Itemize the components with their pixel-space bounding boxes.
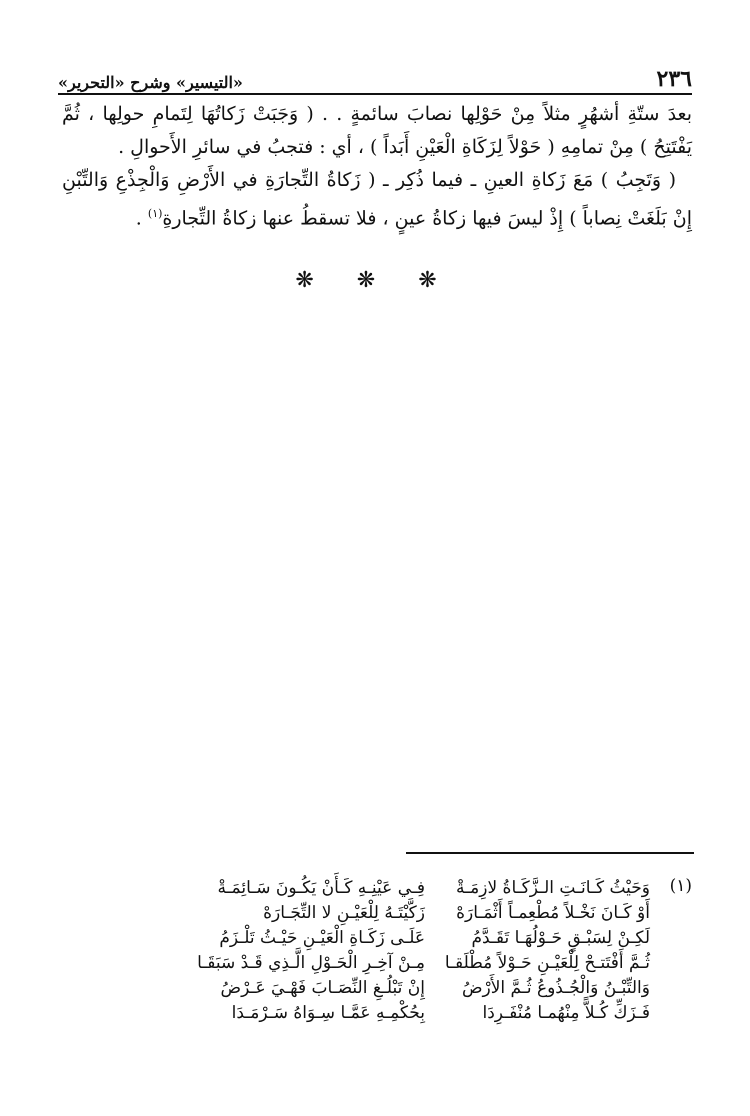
verse-line: أَوْ كَـانَ نَخْـلاً مُطْعِمـاً أَثْمَـارَهْ [456, 903, 650, 923]
page-header [58, 58, 692, 92]
page-number: ٢٣٦ [656, 66, 692, 92]
verse-line: وَالتِّبْـنُ وَالْجُـذُوعُ ثُـمَّ الأَرْضُ [461, 978, 650, 998]
verse-line: إِنْ تَبْلُـغِ النِّصَـابَ فَهْـيَ عَـرْضُ [220, 978, 425, 998]
footnote-reference[interactable]: (١) [147, 207, 163, 220]
main-text [62, 98, 692, 235]
paragraph-2 [62, 164, 692, 235]
header-divider [58, 93, 692, 95]
footnote-divider [406, 852, 694, 854]
verse-line: ثُـمَّ أَفْتَتـحْ لِلْعَيْـنِ حَـوْلاً مُطْلَقـا [444, 953, 650, 973]
footnote [0, 876, 750, 1056]
verse-line: عَلَـى زَكَـاةِ الْعَيْـنِ حَيْـثُ تَلْـزَمُ [219, 928, 425, 948]
section-separator: ❋ ❋ ❋ [295, 268, 455, 293]
verse-line: فَـزَكِّ كُـلاًّ مِنْهُمـا مُنْفَـرِدَا [482, 1003, 650, 1023]
running-title: «التيسير» وشرح «التحرير» [58, 73, 243, 92]
paragraph-1 [62, 98, 692, 164]
paragraph-2-text: ( وَتَجِبُ ) مَعَ زَكاةِ العينِ ـ فيما ذُكِر ـ ( زَكاةُ التِّجارَةِ في الأَرْضِ وَالْجِذْعِ وَالتِّبْنِ إِنْ بَلَغَتْ نِصاباً ) إِذْ ليسَ فيها زكاةُ عينٍ ، فلا تسقطُ عنها زكاةُ التِّجارةِ [62, 169, 692, 230]
verse-line: بِحُكْمِـهِ عَمَّـا سِـوَاهُ سَـرْمَـدَا [231, 1003, 425, 1023]
verse-line: زَكَّيْتَـهُ لِلْعَيْـنِ لا التِّجَـارَهْ [263, 903, 425, 923]
verse-line: وَحَيْثُ كَـانَـتِ الـزَّكَـاةُ لازِمَـةْ [456, 878, 650, 898]
verse-line: فِـي عَيْنِـهِ كَـأَنْ يَكُـونَ سَـائِمَـةْ [217, 878, 425, 898]
footnote-marker: (١) [669, 876, 692, 896]
verse-line: مِـنْ آخِـرِ الْحَـوْلِ الَّـذِي قَـدْ سَبَقَـا [197, 953, 425, 973]
paragraph-1-text: بعدَ ستّةِ أشهُرٍ مثلاً مِنْ حَوْلِها نصابَ سائمةٍ . . ( وَجَبَتْ زَكاتُهَا لِتَمامِ حولِها ، ثُمَّ يَفْتَتِحُ ) مِنْ تمامِهِ ( حَوْلاً لِزَكَاةِ الْعَيْنِ أَبَداً ) ، أي : فتجبُ في سائرِ الأَحوالِ . [62, 103, 692, 158]
verse-column-left [125, 876, 425, 1026]
paragraph-2-end: . [135, 207, 148, 230]
verse-line: لَكِـنْ لِسَبْـقٍ حَـوْلُهَـا تَقَـدَّمُ [471, 928, 650, 948]
